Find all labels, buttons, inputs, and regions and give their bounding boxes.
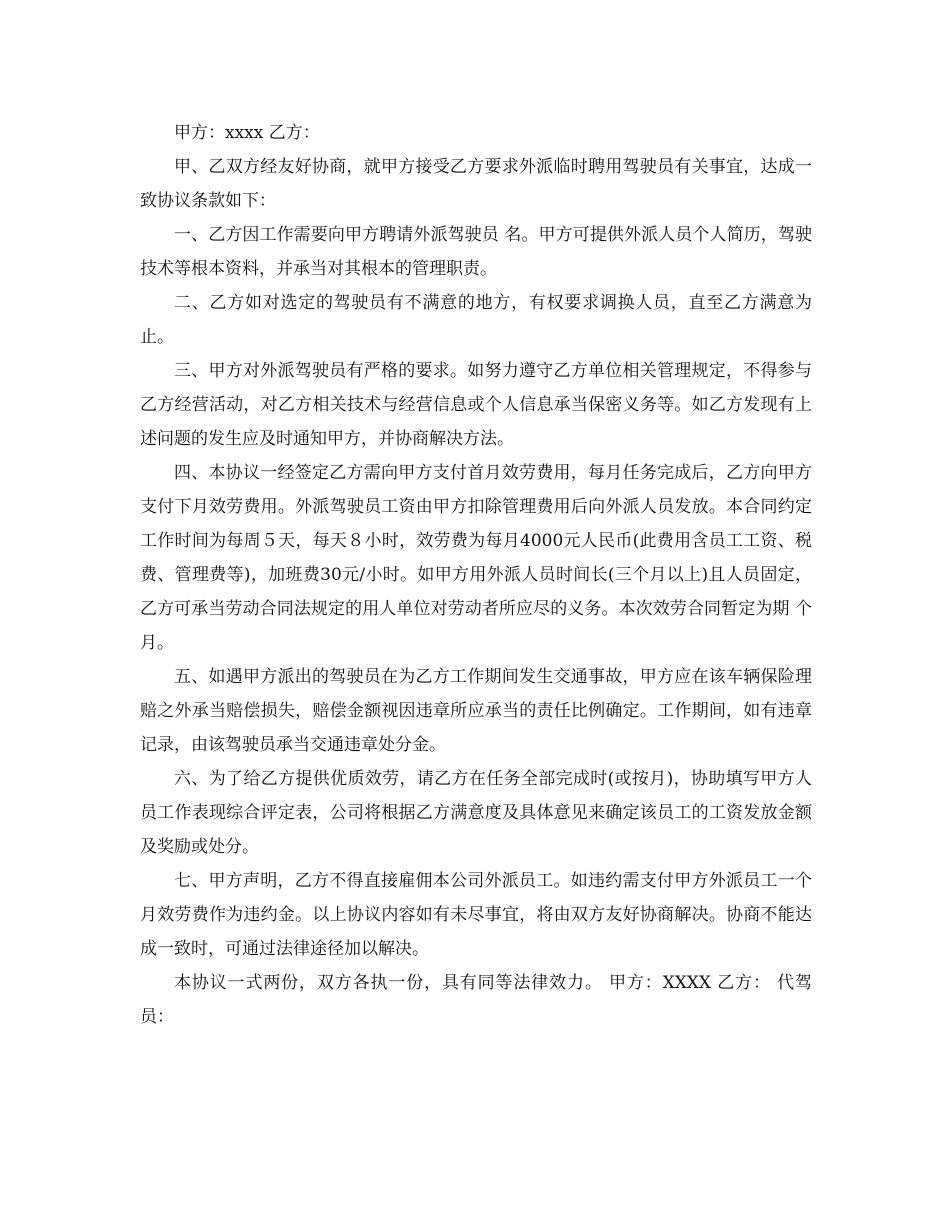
clause-4: 四、本协议一经签定乙方需向甲方支付首月效劳费用，每月任务完成后，乙方向甲方支付下月效劳费用。外派驾驶员工资由甲方扣除管理费用后向外派人员发放。本合同约定工作时间为每周５天，每天８小时，效劳费为每月4000元人民币(此费用含员工工资、税费、管理费等)，加班费30元/小时。如甲方用外派人员时间长(三个月以上)且人员固定，乙方可承当劳动合同法规定的用人单位对劳动者所应尽的义务。本次效劳合同暂定为期 个月。 bbox=[140, 463, 812, 653]
contract-body bbox=[140, 116, 812, 1034]
party-header: 甲方：xxxx 乙方： bbox=[174, 123, 320, 143]
clause-5: 五、如遇甲方派出的驾驶员在为乙方工作期间发生交通事故，甲方应在该车辆保险理赔之外承当赔偿损失，赔偿金额视因违章所应承当的责任比例确定。工作期间，如有违章记录，由该驾驶员承当交通违章处分金。 bbox=[140, 667, 812, 755]
clause-7: 七、甲方声明，乙方不得直接雇佣本公司外派员工。如违约需支付甲方外派员工一个月效劳费作为违约金。以上协议内容如有未尽事宜，将由双方友好协商解决。协商不能达成一致时，可通过法律途径加以解决。 bbox=[140, 871, 812, 959]
clause-6: 六、为了给乙方提供优质效劳，请乙方在任务全部完成时(或按月)，协助填写甲方人员工作表现综合评定表，公司将根据乙方满意度及具体意见来确定该员工的工资发放金额及奖励或处分。 bbox=[140, 769, 812, 857]
clause-3: 三、甲方对外派驾驶员有严格的要求。如努力遵守乙方单位相关管理规定，不得参与乙方经营活动，对乙方相关技术与经营信息或个人信息承当保密义务等。如乙方发现有上述问题的发生应及时通知甲方，并协商解决方法。 bbox=[140, 361, 812, 449]
clause-2: 二、乙方如对选定的驾驶员有不满意的地方，有权要求调换人员，直至乙方满意为止。 bbox=[140, 293, 812, 347]
intro-paragraph: 甲、乙双方经友好协商，就甲方接受乙方要求外派临时聘用驾驶员有关事宜，达成一致协议条款如下： bbox=[140, 157, 812, 211]
closing-signature-line: 本协议一式两份，双方各执一份，具有同等法律效力。 甲方：XXXX 乙方： 代驾员： bbox=[140, 973, 812, 1027]
clause-1: 一、乙方因工作需要向甲方聘请外派驾驶员 名。甲方可提供外派人员个人简历，驾驶技术等根本资料，并承当对其根本的管理职责。 bbox=[140, 225, 812, 279]
